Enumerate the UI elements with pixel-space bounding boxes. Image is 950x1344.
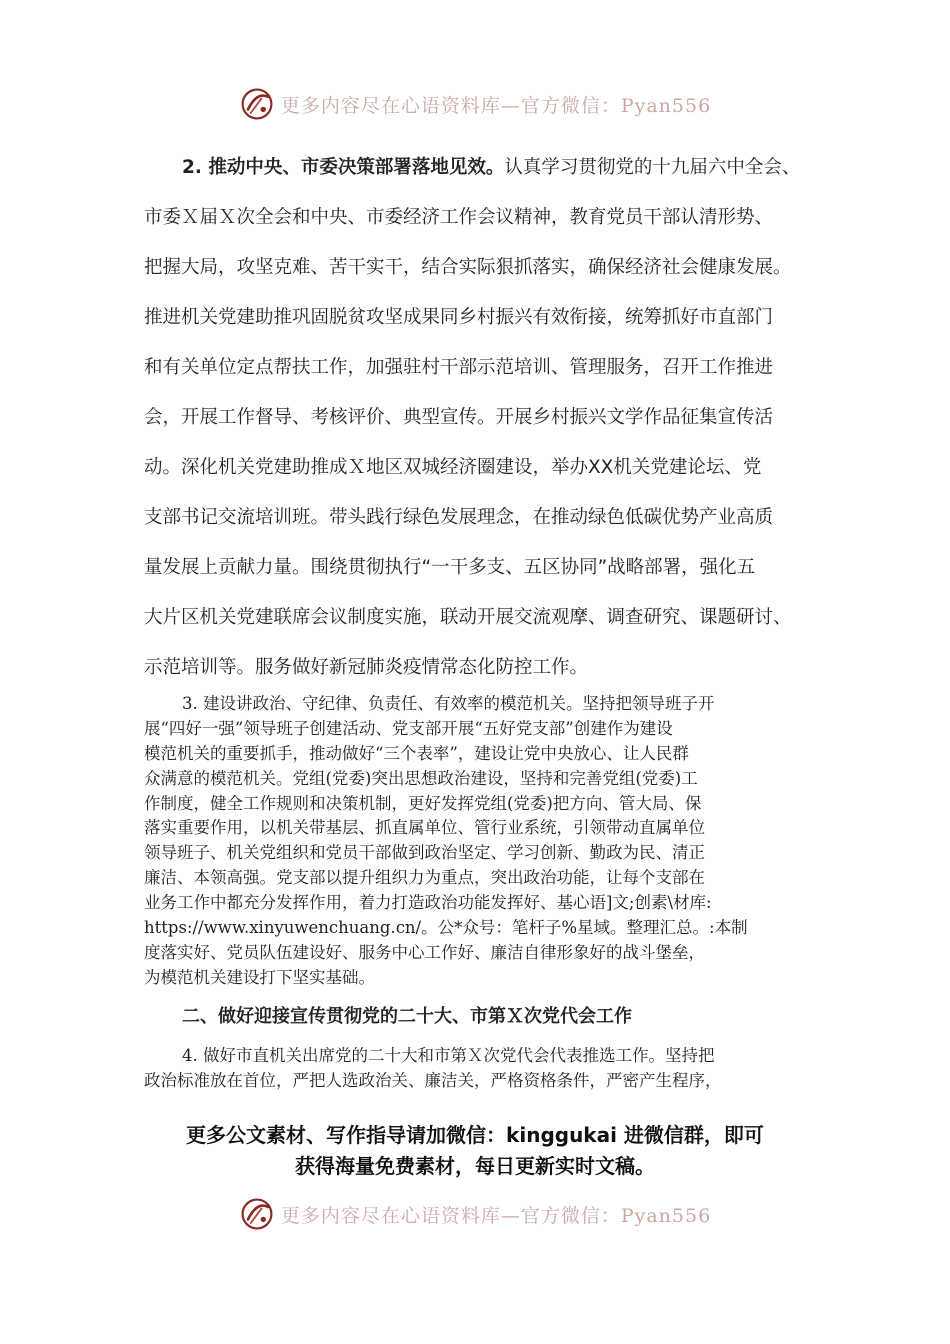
section-2-lead: 2. 推动中央、市委决策部署落地见效。 bbox=[182, 157, 505, 178]
text-line: 支部书记交流培训班。带头践行绿色发展理念，在推动绿色低碳优势产业高质 bbox=[144, 507, 774, 528]
header-banner bbox=[0, 84, 950, 124]
promo-line-2: 获得海量免费素材，每日更新实时文稿。 bbox=[295, 1154, 655, 1178]
section-heading: 二、做好迎接宣传贯彻党的二十大、市第Ｘ次党代会工作 bbox=[182, 1006, 632, 1027]
text-line: 度落实好、党员队伍建设好、服务中心工作好、廉洁自律形象好的战斗堡垒， bbox=[144, 942, 705, 962]
text-line: 4. 做好市直机关出席党的二十大和市第Ｘ次党代会代表推选工作。坚持把 bbox=[182, 1046, 715, 1065]
text-line: 推进机关党建助推巩固脱贫攻坚成果同乡村振兴有效衔接，统筹抓好市直部门 bbox=[144, 307, 774, 328]
text-line: 把握大局，攻坚克难、苦干实干，结合实际狠抓落实，确保经济社会健康发展。 bbox=[144, 257, 792, 278]
section-4-paragraph bbox=[144, 1044, 812, 1094]
logo-mark-icon bbox=[239, 1196, 275, 1232]
promo-notice bbox=[0, 1120, 950, 1182]
text-line: 展“四好一强”领导班子创建活动、党支部开展“五好党支部”创建作为建设 bbox=[144, 718, 673, 738]
banner-text: 更多内容尽在心语资料库—官方微信：Pyan556 bbox=[280, 1204, 712, 1227]
section-3-paragraph bbox=[144, 692, 812, 991]
footer-banner bbox=[0, 1194, 950, 1234]
text-line: 作制度，健全工作规则和决策机制，更好发挥党组(党委)把方向、管大局、保 bbox=[144, 793, 702, 813]
text-line: 为模范机关建设打下坚实基础。 bbox=[144, 967, 375, 987]
text-line: 众满意的模范机关。党组(党委)突出思想政治建设，坚持和完善党组(党委)工 bbox=[144, 768, 698, 788]
section-2-first-line-rest: 认真学习贯彻党的十九届六中全会、 bbox=[504, 157, 801, 178]
text-line: 示范培训等。服务做好新冠肺炎疫情常态化防控工作。 bbox=[144, 657, 589, 678]
text-line: 领导班子、机关党组织和党员干部做到政治坚定、学习创新、勤政为民、清正 bbox=[144, 843, 705, 863]
text-line: 3. 建设讲政治、守纪律、负责任、有效率的模范机关。坚持把领导班子开 bbox=[182, 694, 715, 713]
text-line: 模范机关的重要抓手，推动做好“三个表率”，建设让党中央放心、让人民群 bbox=[144, 743, 689, 763]
logo-mark-icon bbox=[239, 86, 275, 122]
text-line: 动。深化机关党建助推成Ｘ地区双城经济圈建设，举办XX机关党建论坛、党 bbox=[144, 457, 762, 478]
text-line: 业务工作中都充分发挥作用，着力打造政治功能发挥好、基心语]文;创素\材库: bbox=[144, 893, 712, 913]
section-2-paragraph bbox=[144, 151, 812, 701]
promo-line-1: 更多公文素材、写作指导请加微信：kinggukai 进微信群，即可 bbox=[186, 1123, 764, 1147]
text-line: 会，开展工作督导、考核评价、典型宣传。开展乡村振兴文学作品征集宣传活 bbox=[144, 407, 774, 428]
source-url-line: https://www.xinyuwenchuang.cn/。公*众号：笔杆子%星域。整理汇总。:本制 bbox=[144, 918, 748, 938]
section-2-first-line bbox=[144, 151, 812, 201]
text-line: 廉洁、本领高强。党支部以提升组织力为重点，突出政治功能，让每个支部在 bbox=[144, 868, 705, 888]
text-line: 大片区机关党建联席会议制度实施，联动开展交流观摩、调查研究、课题研讨、 bbox=[144, 607, 792, 628]
banner-text: 更多内容尽在心语资料库—官方微信：Pyan556 bbox=[280, 94, 712, 117]
text-line: 和有关单位定点帮扶工作，加强驻村干部示范培训、管理服务，召开工作推进 bbox=[144, 357, 774, 378]
text-line: 市委Ｘ届Ｘ次全会和中央、市委经济工作会议精神，教育党员干部认清形势、 bbox=[144, 207, 774, 228]
text-line: 落实重要作用，以机关带基层、抓直属单位、管行业系统，引领带动直属单位 bbox=[144, 818, 705, 838]
text-line: 量发展上贡献力量。围绕贯彻执行“一干多支、五区协同”战略部署，强化五 bbox=[144, 557, 756, 578]
text-line: 政治标准放在首位，严把人选政治关、廉洁关，严格资格条件，严密产生程序， bbox=[144, 1070, 722, 1090]
